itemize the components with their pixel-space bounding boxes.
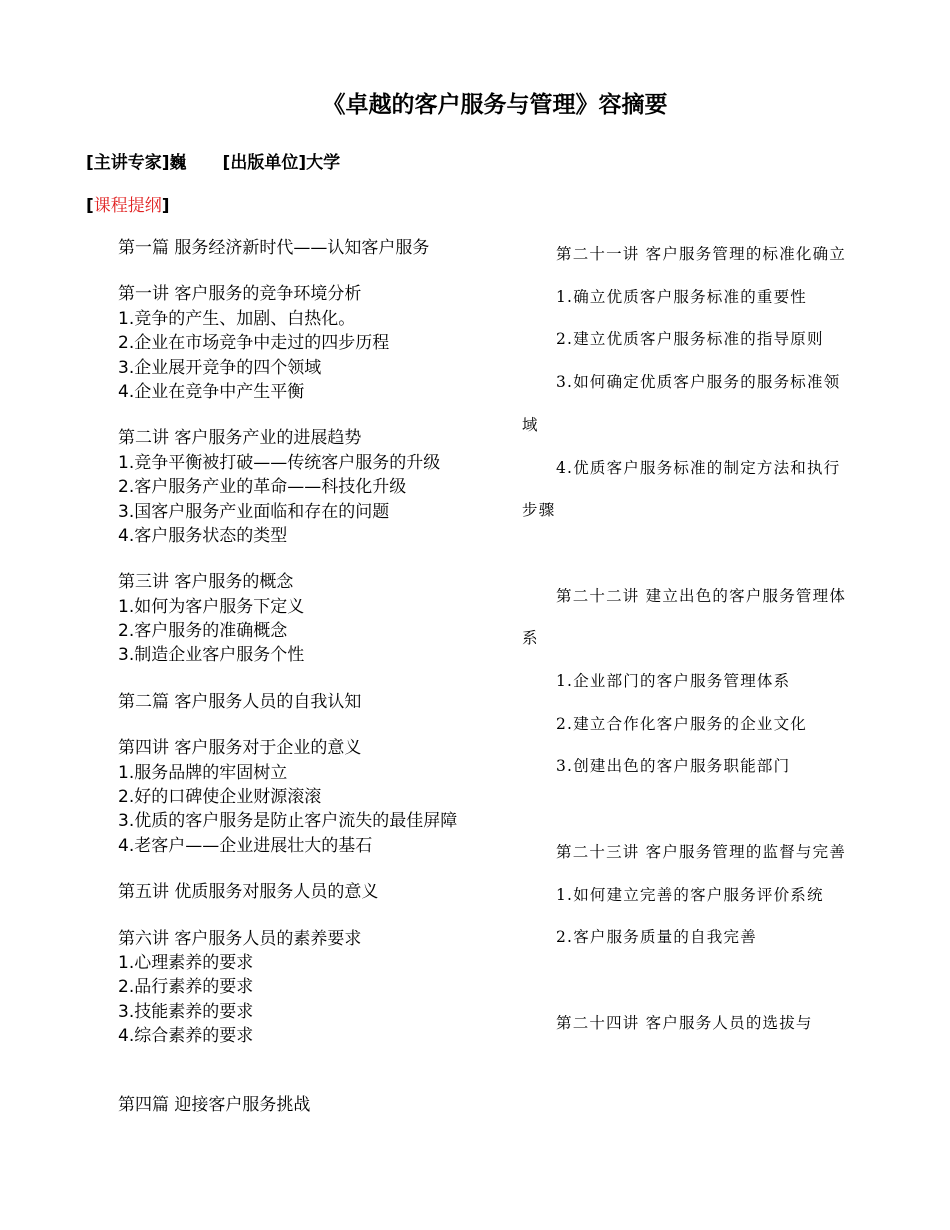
list-item: 3.制造企业客户服务个性	[118, 645, 305, 666]
list-item: 3.优质的客户服务是防止客户流失的最佳屏障	[118, 811, 458, 832]
lecture-title: 第三讲 客户服务的概念	[118, 572, 294, 593]
list-item: 4.优质客户服务标准的制定方法和执行步骤	[522, 458, 841, 520]
list-item: 3.技能素养的要求	[118, 1001, 254, 1022]
list-item: 4.老客户——企业进展壮大的基石	[118, 835, 373, 856]
list-item: 2.客户服务质量的自我完善	[556, 928, 757, 947]
list-item: 3.企业展开竞争的四个领域	[118, 357, 322, 378]
list-item: 1.竞争平衡被打破——传统客户服务的升级	[118, 452, 441, 473]
list-item: 2.企业在市场竞争中走过的四步历程	[118, 333, 390, 354]
meta-line	[86, 148, 340, 173]
list-item: 1.确立优质客户服务标准的重要性	[556, 287, 807, 306]
part-heading: 第二篇 客户服务人员的自我认知	[118, 691, 362, 712]
course-outline-heading: [课程提纲]	[86, 196, 170, 216]
list-item: 1.心理素养的要求	[118, 952, 254, 973]
lecture-title: 第二十二讲 建立出色的客户服务管理体系	[522, 586, 847, 648]
list-item: 4.客户服务状态的类型	[118, 525, 288, 546]
list-item: 3.国客户服务产业面临和存在的问题	[118, 501, 390, 522]
list-item: 1.服务品牌的牢固树立	[118, 762, 288, 783]
list-item: 2.品行素养的要求	[118, 977, 254, 998]
left-column	[118, 236, 510, 1117]
list-item: 2.建立优质客户服务标准的指导原则	[556, 330, 824, 349]
lecture-title: 第二十四讲 客户服务人员的选拔与	[556, 1013, 813, 1032]
list-item: 3.如何确定优质客户服务的服务标准领域	[522, 373, 841, 434]
list-item: 1.如何为客户服务下定义	[118, 596, 305, 617]
lecture-title: 第二十三讲 客户服务管理的监督与完善	[556, 842, 847, 861]
list-item: 3.创建出色的客户服务职能部门	[556, 757, 791, 776]
list-item: 1.如何建立完善的客户服务评价系统	[556, 885, 824, 904]
lecture-title: 第五讲 优质服务对服务人员的意义	[118, 882, 379, 903]
lecture-title: 第二十一讲 客户服务管理的标准化确立	[556, 245, 847, 263]
document-title: 《卓越的客户服务与管理》容摘要	[322, 92, 668, 118]
expert-label: [主讲专家]巍	[86, 153, 187, 173]
right-column	[522, 233, 852, 1044]
lecture-title: 第一讲 客户服务的竞争环境分析	[118, 284, 362, 305]
lecture-title: 第四讲 客户服务对于企业的意义	[118, 738, 362, 759]
list-item: 4.综合素养的要求	[118, 1026, 254, 1047]
list-item: 2.建立合作化客户服务的企业文化	[556, 714, 807, 733]
publisher-label: [出版单位]大学	[222, 153, 341, 173]
list-item: 1.竞争的产生、加剧、白热化。	[118, 308, 356, 329]
part-heading: 第四篇 迎接客户服务挑战	[118, 1094, 311, 1115]
list-item: 1.企业部门的客户服务管理体系	[556, 672, 791, 691]
list-item: 2.好的口碑使企业财源滚滚	[118, 787, 322, 808]
lecture-title: 第二讲 客户服务产业的进展趋势	[118, 428, 362, 449]
lecture-title: 第六讲 客户服务人员的素养要求	[118, 928, 362, 949]
list-item: 4.企业在竞争中产生平衡	[118, 381, 305, 402]
list-item: 2.客户服务产业的革命——科技化升级	[118, 477, 407, 498]
part-heading: 第一篇 服务经济新时代——认知客户服务	[118, 238, 430, 258]
outline-label: 课程提纲	[93, 196, 162, 216]
list-item: 2.客户服务的准确概念	[118, 621, 288, 642]
